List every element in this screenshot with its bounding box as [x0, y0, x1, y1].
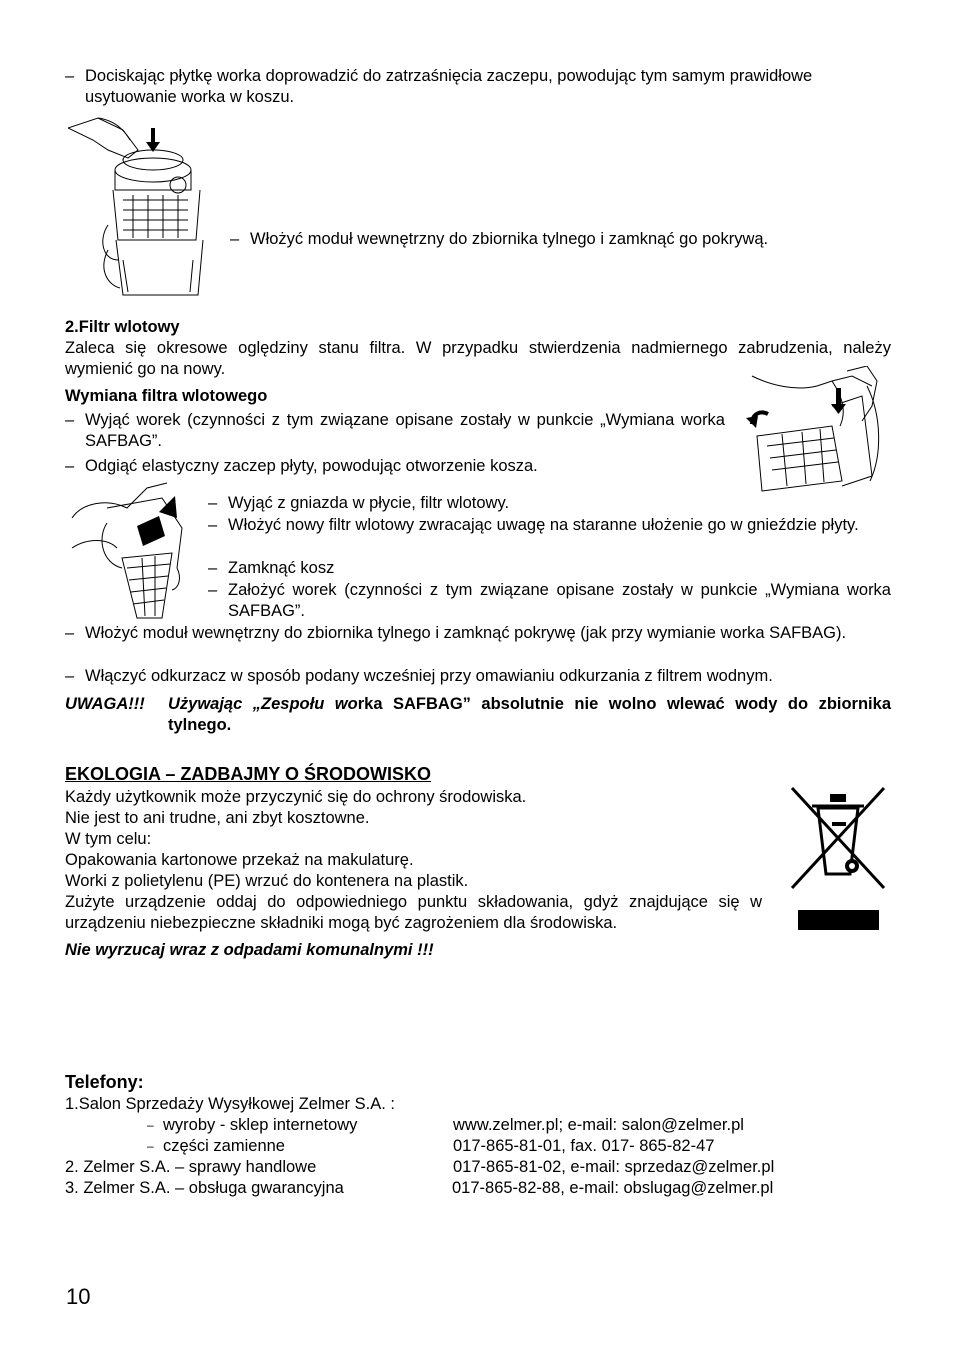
dash-marker: – [65, 67, 75, 85]
warning-text [168, 694, 891, 736]
basket-open-illustration [742, 366, 892, 498]
bag-module-illustration [68, 110, 218, 300]
phones-row-4-label: 3. Zelmer S.A. – obsługa gwarancyjna [65, 1179, 344, 1197]
filter-step-7-text: Włożyć moduł wewnętrzny do zbiornika tylnego i zamknąć pokrywę (jak przy wymianie worka SAFBAG). [85, 624, 847, 642]
warning-label: UWAGA!!! [65, 695, 145, 713]
crossed-out-wheelie-bin-icon [790, 786, 886, 932]
ecology-line-5: Worki z polietylenu (PE) wrzuć do kontenera na plastik. [65, 872, 469, 890]
dash-marker: – [208, 559, 218, 577]
intro-step-1-text: Dociskając płytkę worka doprowadzić do zatrzaśnięcia zaczepu, powodując tym samym prawidłowe usytuowanie worka w koszu. [85, 67, 813, 106]
filter-step-8-text: Włączyć odkurzacz w sposób podany wcześniej przy omawianiu odkurzania z filtrem wodnym. [85, 667, 773, 685]
dash-marker: – [208, 581, 218, 599]
filter-step-2-text: Odgiąć elastyczny zaczep płyty, powodując otworzenie kosza. [85, 457, 538, 475]
page-number: 10 [66, 1284, 91, 1309]
dash-marker: – [147, 1139, 154, 1153]
dash-marker: – [65, 667, 75, 685]
filter-step-4-text: Włożyć nowy filtr wlotowy zwracając uwagę na staranne ułożenie go w gnieździe płyty. [228, 516, 859, 534]
filter-step-3-text: Wyjąć z gniazda w płycie, filtr wlotowy. [228, 494, 510, 512]
filter-subheading: Wymiana filtra wlotowego [65, 387, 268, 405]
phones-row-2-label: części zamienne [163, 1137, 285, 1155]
phones-salon: 1.Salon Sprzedaży Wysyłkowej Zelmer S.A. : [65, 1095, 395, 1113]
bag-module-drawing [68, 110, 218, 300]
ecology-line-1: Każdy użytkownik może przyczynić się do ochrony środowiska. [65, 788, 527, 806]
filter-step-5-text: Zamknąć kosz [228, 559, 335, 577]
basket-open-drawing [742, 366, 892, 498]
dash-marker: – [208, 494, 218, 512]
warning-italic-part: Używając „Zespołu wo [168, 695, 358, 713]
filter-paragraph: Zaleca się okresowe oględziny stanu filtra. W przypadku stwierdzenia nadmiernego zabrudzenia, należy wymienić go na nowy. [65, 339, 891, 378]
ecology-heading: EKOLOGIA – ZADBAJMY O ŚRODOWISKO [65, 764, 432, 784]
intro-step-2-text: Włożyć moduł wewnętrzny do zbiornika tylnego i zamknąć go pokrywą. [250, 230, 769, 248]
filter-step-1-text: Wyjąć worek (czynności z tym związane opisane zostały w punkcie „Wymiana worka SAFBAG”. [85, 411, 725, 450]
phones-row-3-value: 017-865-81-02, e-mail: sprzedaz@zelmer.pl [453, 1158, 775, 1176]
phones-row-1-label: wyroby - sklep internetowy [163, 1116, 358, 1134]
dash-marker: – [65, 457, 75, 475]
dash-marker: – [230, 230, 240, 248]
dash-marker: – [208, 516, 218, 534]
dash-marker: – [65, 411, 75, 429]
dash-marker: – [147, 1118, 154, 1132]
phones-heading: Telefony: [65, 1072, 144, 1092]
phones-row-2-value: 017-865-81-01, fax. 017- 865-82-47 [453, 1137, 715, 1155]
phones-row-3-label: 2. Zelmer S.A. – sprawy handlowe [65, 1158, 317, 1176]
filter-heading: 2.Filtr wlotowy [65, 318, 180, 336]
phones-row-1-value: www.zelmer.pl; e-mail: salon@zelmer.pl [453, 1116, 744, 1134]
ecology-line-3: W tym celu: [65, 830, 152, 848]
ecology-line-4: Opakowania kartonowe przekaż na makulaturę. [65, 851, 414, 869]
filter-removal-illustration [67, 478, 195, 620]
warning-rest-part: rka SAFBAG” absolutnie nie wolno wlewać wody do zbiornika tylnego. [168, 695, 891, 734]
ecology-notice: Nie wyrzucaj wraz z odpadami komunalnymi !!! [65, 941, 434, 959]
ecology-line-2: Nie jest to ani trudne, ani zbyt kosztowne. [65, 809, 370, 827]
wheelie-bin-drawing [790, 786, 886, 932]
filter-step-6-text: Założyć worek (czynności z tym związane opisane zostały w punkcie „Wymiana worka SAFBAG”. [228, 581, 891, 620]
filter-removal-drawing [67, 478, 195, 620]
dash-marker: – [65, 624, 75, 642]
phones-row-4-value: 017-865-82-88, e-mail: obslugag@zelmer.pl [452, 1179, 774, 1197]
ecology-line-6: Zużyte urządzenie oddaj do odpowiedniego punktu składowania, gdyż znajdujące się w urządzeniu niebezpieczne składniki mogą być zagrożeniem dla środowiska. [65, 893, 762, 932]
